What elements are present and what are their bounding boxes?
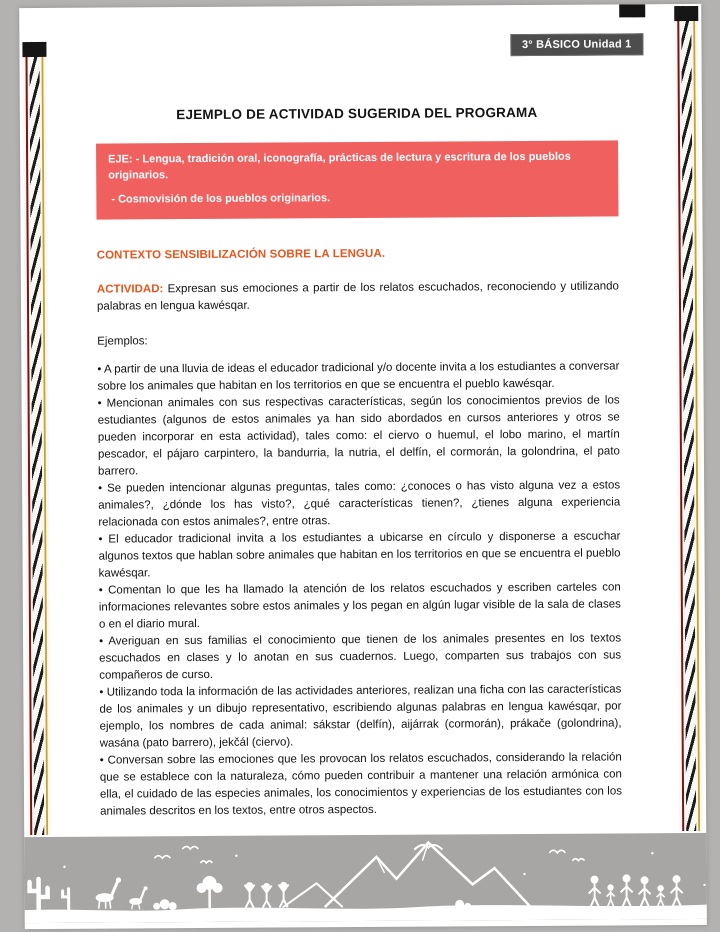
- eje-highlight-box: [96, 140, 618, 219]
- bullet-item: • Conversan sobre las emociones que les provocan los relatos escuchados, considerando la relación que se establece con la naturaleza, cómo pueden contribuir a mantener una relación armónica con ella, el cuidado de las especies animales, los conocimientos y experiencias de los estudiantes con los animales descritos en los textos, entre otros aspectos.: [99, 751, 623, 818]
- bullet-item: • Utilizando toda la información de las actividades anteriores, realizan una ficha con las características de los animales y un dibujo representativo, escribiendo algunas palabras en lengua kawésqar, por ejemplo, los nombres de cada animal: sákstar (delfín), aijárrak (cormorán), prákače (golondrina), wasána (pato barrero), jekčál (ciervo).: [99, 683, 622, 750]
- document-content: [20, 104, 706, 821]
- birds-silhouette: [154, 844, 584, 863]
- bullet-item: • A partir de una lluvia de ideas el educador tradicional y/o docente invita a los estudiantes a conversar sobre los animales que habitan en los territorios en que se encuentra el pueblo kawésqar.: [97, 360, 620, 393]
- people-silhouette: [245, 883, 289, 908]
- bullet-item: • El educador tradicional invita a los estudiantes a ubicarse en círculo y disponerse a escuchar algunos textos que hablan sobre animales que habitan en los territorios en que se encuentra el pueblo kawésqar.: [98, 530, 621, 580]
- bullet-item: • Comentan lo que les ha llamado la atención de los relatos escuchados y escriben carteles con informaciones relevantes sobre estos animales y los pegan en algún lugar visible de la sala de clases o en el diario mural.: [98, 581, 621, 631]
- family-silhouette: [589, 875, 683, 907]
- activity-paragraph: [97, 278, 619, 315]
- bullet-item: • Averiguan en sus familias el conocimiento que tienen de los animales presentes en los textos escuchados en clases y lo anotan en sus cuadernos. Luego, comparten sus trabajos con sus compañeros de curso.: [99, 632, 622, 682]
- footer-landscape-silhouette: [19, 833, 707, 923]
- llama-silhouette: [96, 877, 148, 909]
- context-heading: CONTEXTO SENSIBILIZACIÓN SOBRE LA LENGUA.: [96, 247, 386, 262]
- mountains-silhouette: [282, 842, 529, 908]
- ground-silhouette: [19, 904, 707, 924]
- examples-label: Ejemplos:: [97, 334, 148, 348]
- bullet-item: • Se pueden intencionar algunas preguntas, tales como: ¿conoces o has visto alguna vez a estos animales?, ¿dónde los has visto?, ¿qué características tienen?, ¿tienes alguna experiencia relacionada con estos animales?, entre otras.: [98, 479, 621, 529]
- activity-text: Expresan sus emociones a partir de los relatos escuchados, reconociendo y utilizando palabras en lengua kawésqar.: [96, 279, 619, 313]
- right-border-cap: [674, 6, 698, 21]
- top-edge-mark: [619, 4, 645, 17]
- specks-silhouette: [63, 852, 706, 890]
- right-ornament-border: [674, 6, 703, 831]
- tree-silhouette: [153, 874, 471, 911]
- cactus-silhouette: [30, 879, 69, 909]
- left-ornament-border: [22, 42, 51, 835]
- footer-illustration: [19, 833, 707, 923]
- document-sheet: [19, 4, 707, 929]
- activity-label: ACTIVIDAD:: [96, 282, 164, 296]
- eje-line-1: EJE: - Lengua, tradición oral, iconografía, prácticas de lectura y escritura de los pueblos originarios.: [108, 150, 571, 182]
- unit-badge: 3° BÁSICO Unidad 1: [510, 33, 644, 56]
- left-border-cap: [22, 42, 46, 57]
- eje-line-2: - Cosmovisión de los pueblos originarios.: [111, 192, 331, 206]
- page-title: EJEMPLO DE ACTIVIDAD SUGERIDA DEL PROGRAMA: [176, 104, 538, 123]
- activity-steps-list: [97, 358, 622, 820]
- bullet-item: • Mencionan animales con sus respectivas características, según los conocimientos previos de los estudiantes (algunos de estos animales ya han sido abordados en cursos anteriores y otros se pueden incorporar en esta actividad), tales como: el ciervo o huemul, el lobo marino, el martín pescador, el pájaro carpintero, la bandurria, la nutria, el delfín, el cormorán, la golondrina, el pato barrero.: [97, 394, 620, 478]
